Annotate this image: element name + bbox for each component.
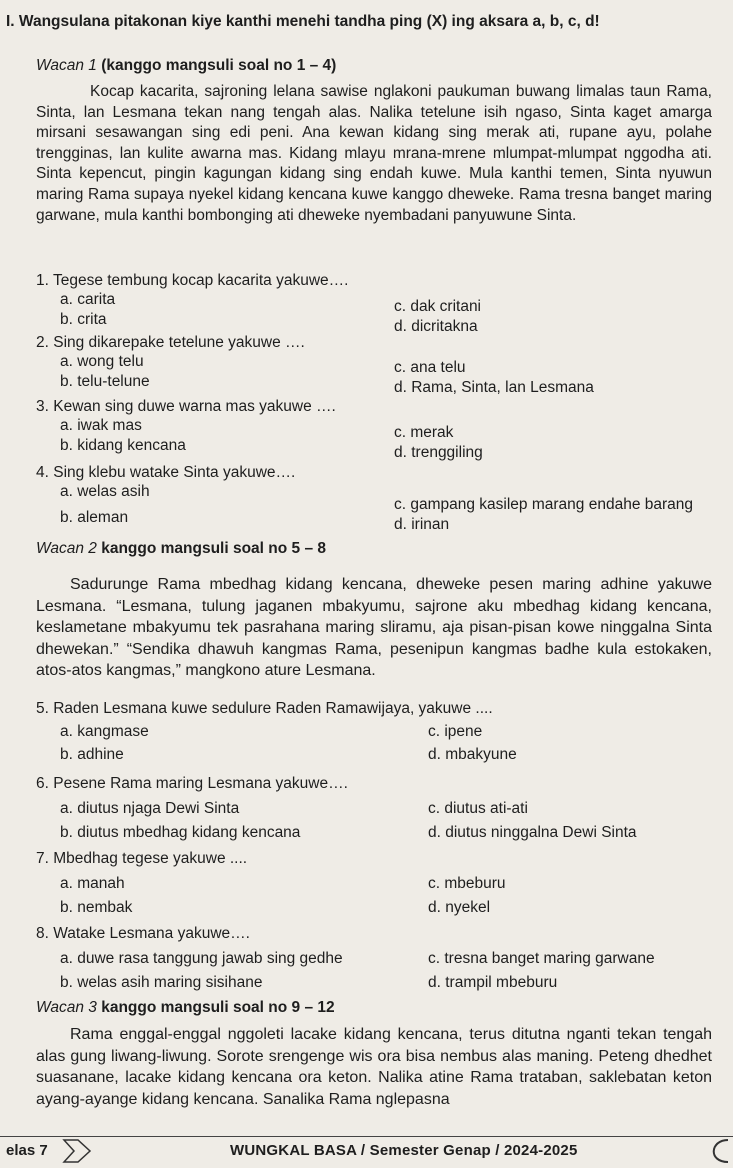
question-8: 8. Watake Lesmana yakuwe…. [36,925,250,942]
question-2-option-a: a. wong telu [60,353,144,370]
question-1-option-c: c. dak critani [394,298,482,315]
question-5-option-d: d. mbakyune [428,746,517,763]
reading-1-paragraph: Kocap kacarita, sajroning lelana sawise nglakoni paukuman buwang limalas taun Rama, Sinta, lan Lesmana tekan nang tengah alas. Nalika tetelune isih ngaso, Sinta kaget amarga mirsani sesawangan sing edi peni. Ana kewan kidang sing merak ati, rupane ayu, polahe trengginas, lan kulite awarna mas. Kidang mlayu mrana-mrene mlumpat-mlumpat nggodha ati. Sinta kepencut, pingin kagungan kidang sing endah kuwe. Mula kanthi temen, Sinta nyuwun maring Rama supaya nyekel kidang kencana kuwe kanggo dheweke. Rama tresna banget maring garwane, mula kanthi bombonging ati dheweke nyembadani panyuwune Sinta. [36,83,712,224]
question-6-option-a: a. diutus njaga Dewi Sinta [60,800,240,817]
question-8-option-d: d. trampil mbeburu [428,974,558,991]
question-6: 6. Pesene Rama maring Lesmana yakuwe…. [36,775,348,792]
page-footer [0,1136,733,1168]
question-2-option-c: c. ana telu [394,359,466,376]
footer-title: WUNGKAL BASA / Semester Genap / 2024-2025 [230,1142,578,1159]
question-3: 3. Kewan sing duwe warna mas yakuwe …. [36,398,336,415]
question-7-option-a: a. manah [60,875,125,892]
question-5-option-b: b. adhine [60,746,124,763]
reading-3-label: Wacan 3 [36,999,97,1016]
question-1-option-d: d. dicritakna [394,318,478,335]
reading-2-text [36,574,712,682]
question-3-option-a: a. iwak mas [60,417,142,434]
footer-arrow-icon [62,1138,92,1164]
question-1-option-a: a. carita [60,291,116,308]
question-8-option-b: b. welas asih maring sisihane [60,974,263,991]
question-4-option-b: b. aleman [60,509,129,526]
question-7-option-b: b. nembak [60,899,133,916]
reading-1-label: Wacan 1 [36,57,97,74]
reading-1-text [36,82,712,226]
reading-2-label: Wacan 2 [36,540,97,557]
question-3-option-b: b. kidang kencana [60,437,186,454]
question-7: 7. Mbedhag tegese yakuwe .... [36,850,248,867]
question-7-option-d: d. nyekel [428,899,491,916]
reading-2-paragraph: Sadurunge Rama mbedhag kidang kencana, dheweke pesen maring adhine yakuwe Lesmana. “Lesmana, tulung jaganen mbakyumu, sajrone aku mbedhag kidang kencana, keslametane mbakyumu tek pasrahana maring sliramu, aja pisan-pisan kowe ninggalna Sinta dhewekan.” “Sendika dhawuh kangmas Rama, pesenipun kangmas badhe kula estokaken, atos-atos kangmas,” mangkono ature Lesmana. [36,576,712,679]
reading-3-paragraph: Rama enggal-enggal nggoleti lacake kidang kencana, terus ditutna nganti tekan tengah alas gung liwang-liwung. Sorote srengenge wis ora bisa nembus alas maning. Peteng dhedhet suasanane, lacake kidang kencana ora keton. Nalika atine Rama trataban, saklebatan keton ayang-ayange kidang kencana. Sanalika Rama nglepasna [36,1026,712,1108]
question-4-option-d: d. irinan [394,516,450,533]
question-1-option-b: b. crita [60,311,107,328]
question-8-option-a: a. duwe rasa tanggung jawab sing gedhe [60,950,343,967]
reading-3-note: kanggo mangsuli soal no 9 – 12 [101,999,335,1016]
reading-1-note: (kanggo mangsuli soal no 1 – 4) [101,57,337,74]
question-7-option-c: c. mbeburu [428,875,506,892]
instruction-text: I. Wangsulana pitakonan kiye kanthi menehi tandha ping (X) ing aksara a, b, c, d! [6,13,600,30]
question-1: 1. Tegese tembung kocap kacarita yakuwe…. [36,272,349,289]
question-3-option-d: d. trenggiling [394,444,483,461]
question-4-option-c: c. gampang kasilep marang endahe barang [394,496,694,513]
footer-divider [0,1136,733,1137]
question-2: 2. Sing dikarepake tetelune yakuwe …. [36,334,305,351]
question-2-option-b: b. telu-telune [60,373,150,390]
reading-2-heading [36,539,326,559]
reading-3-text [36,1024,712,1110]
question-5: 5. Raden Lesmana kuwe sedulure Raden Ramawijaya, yakuwe .... [36,700,493,717]
reading-3-heading [36,998,335,1018]
question-6-option-b: b. diutus mbedhag kidang kencana [60,824,301,841]
question-6-option-d: d. diutus ninggalna Dewi Sinta [428,824,637,841]
reading-2-note: kanggo mangsuli soal no 5 – 8 [101,540,327,557]
reading-1-heading [36,56,336,76]
question-8-option-c: c. tresna banget maring garwane [428,950,655,967]
footer-curve-icon [700,1138,730,1164]
question-2-option-d: d. Rama, Sinta, lan Lesmana [394,379,594,396]
question-5-option-a: a. kangmase [60,723,149,740]
question-3-option-c: c. merak [394,424,454,441]
question-4: 4. Sing klebu watake Sinta yakuwe…. [36,464,296,481]
question-6-option-c: c. diutus ati-ati [428,800,528,817]
question-5-option-c: c. ipene [428,723,483,740]
page-number: elas 7 [6,1142,48,1159]
question-4-option-a: a. welas asih [60,483,150,500]
